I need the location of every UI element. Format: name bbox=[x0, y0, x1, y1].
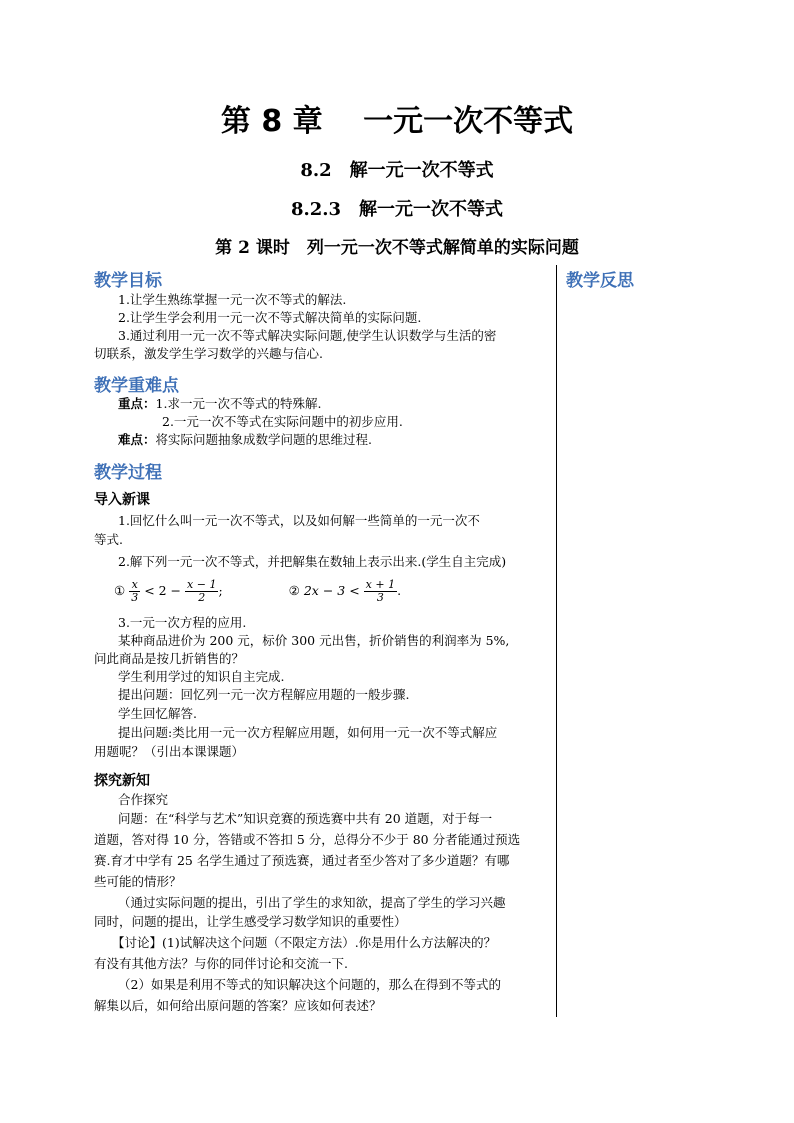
explore-line: 道题，答对得 10 分，答错或不答扣 5 分，总得分不少于 80 分者能通过预选 bbox=[94, 832, 521, 847]
key-label: 重点： bbox=[118, 396, 156, 411]
difficulty-label: 难点： bbox=[118, 432, 156, 447]
key-text-1: 1.求一元一次不等式的特殊解. bbox=[155, 396, 322, 411]
explore-line: 赛.育才中学有 25 名学生通过了预选赛，通过者至少答对了多少道题？有哪 bbox=[94, 853, 510, 868]
apply-line: 3.一元一次方程的应用. bbox=[118, 615, 247, 630]
subsection-title: 8.2.3 解一元一次不等式 bbox=[290, 199, 504, 220]
key-points-heading: 教学重难点 bbox=[94, 376, 179, 396]
explore-line: 解集以后，如何给出原问题的答案？应该如何表述？ bbox=[94, 998, 382, 1013]
reflection-heading: 教学反思 bbox=[566, 271, 634, 291]
apply-line: 提出问题：回忆列一元一次方程解应用题的一般步骤. bbox=[118, 687, 410, 702]
intro-line: 等式. bbox=[94, 532, 123, 547]
apply-line: 某种商品进价为 200 元，标价 300 元出售，折价销售的利润率为 5%, bbox=[118, 633, 510, 648]
eq1-fraction-1: $\frac{x}{3}$ bbox=[131, 578, 139, 604]
key-point-1 bbox=[94, 395, 552, 413]
difficulty-text: 将实际问题抽象成数学问题的思维过程. bbox=[155, 432, 372, 447]
key-point-2: 2.一元一次不等式在实际问题中的初步应用. bbox=[162, 414, 403, 429]
explore-line: （2）如果是利用不等式的知识解决这个问题的，那么在得到不等式的 bbox=[118, 977, 501, 992]
explore-line: 同时，问题的提出，让学生感受学习数学知识的重要性） bbox=[94, 914, 407, 929]
goal-item: 2.让学生学会利用一元一次不等式解决简单的实际问题. bbox=[118, 310, 422, 325]
column-divider bbox=[556, 265, 557, 1017]
section-title: 8.2 解一元一次不等式 bbox=[300, 160, 494, 181]
explore-line: 问题：在“科学与艺术”知识竞赛的预选赛中共有 20 道题，对于每一 bbox=[118, 811, 493, 826]
equation-1: ① $\frac{x}{3}$ < 2 − $\frac{x - 1}{2}$ ; bbox=[114, 578, 223, 604]
goal-item: 1.让学生熟练掌握一元一次不等式的解法. bbox=[118, 292, 347, 307]
difficulty-point bbox=[94, 431, 552, 449]
apply-line: 问此商品是按几折销售的？ bbox=[94, 651, 245, 666]
intro-line: 1.回忆什么叫一元一次不等式，以及如何解一些简单的一元一次不 bbox=[118, 513, 480, 528]
process-heading: 教学过程 bbox=[94, 463, 162, 483]
explore-line: 些可能的情形？ bbox=[94, 874, 182, 889]
eq1-fraction-2: $\frac{x - 1}{2}$ bbox=[187, 578, 217, 604]
explore-line: （通过实际问题的提出，引出了学生的求知欲，提高了学生的学习兴趣 bbox=[118, 895, 506, 910]
eq2-fraction: $\frac{x + 1}{3}$ bbox=[365, 578, 396, 604]
intro-line: 2.解下列一元一次不等式，并把解集在数轴上表示出来.(学生自主完成) bbox=[118, 554, 507, 569]
equations-row bbox=[94, 576, 552, 608]
lesson-title: 第 2 课时 列一元一次不等式解简单的实际问题 bbox=[215, 238, 579, 258]
apply-line: 学生回忆解答. bbox=[118, 706, 197, 721]
apply-line: 提出问题:类比用一元一次方程解应用题，如何用一元一次不等式解应 bbox=[118, 725, 498, 740]
intro-heading: 导入新课 bbox=[94, 492, 150, 508]
eq1-label: ① bbox=[114, 583, 126, 598]
apply-line: 学生利用学过的知识自主完成. bbox=[118, 669, 285, 684]
explore-line: 【讨论】(1)试解决这个问题（不限定方法）.你是用什么方法解决的？ bbox=[112, 935, 497, 950]
goal-item: 切联系，激发学生学习数学的兴趣与信心. bbox=[94, 346, 323, 361]
goals-heading: 教学目标 bbox=[94, 271, 162, 291]
chapter-title: 第 8 章 一元一次不等式 bbox=[220, 104, 574, 139]
eq2-label: ② bbox=[288, 583, 300, 598]
explore-line: 有没有其他方法？与你的同伴讨论和交流一下. bbox=[94, 956, 348, 971]
equation-2: ② 2x − 3 < $\frac{x + 1}{3}$ . bbox=[288, 578, 402, 604]
explore-heading: 探究新知 bbox=[94, 773, 150, 789]
goal-item: 3.通过利用一元一次不等式解决实际问题,使学生认识数学与生活的密 bbox=[118, 328, 497, 343]
apply-line: 用题呢？（引出本课课题） bbox=[94, 744, 245, 759]
explore-line: 合作探究 bbox=[118, 792, 169, 807]
